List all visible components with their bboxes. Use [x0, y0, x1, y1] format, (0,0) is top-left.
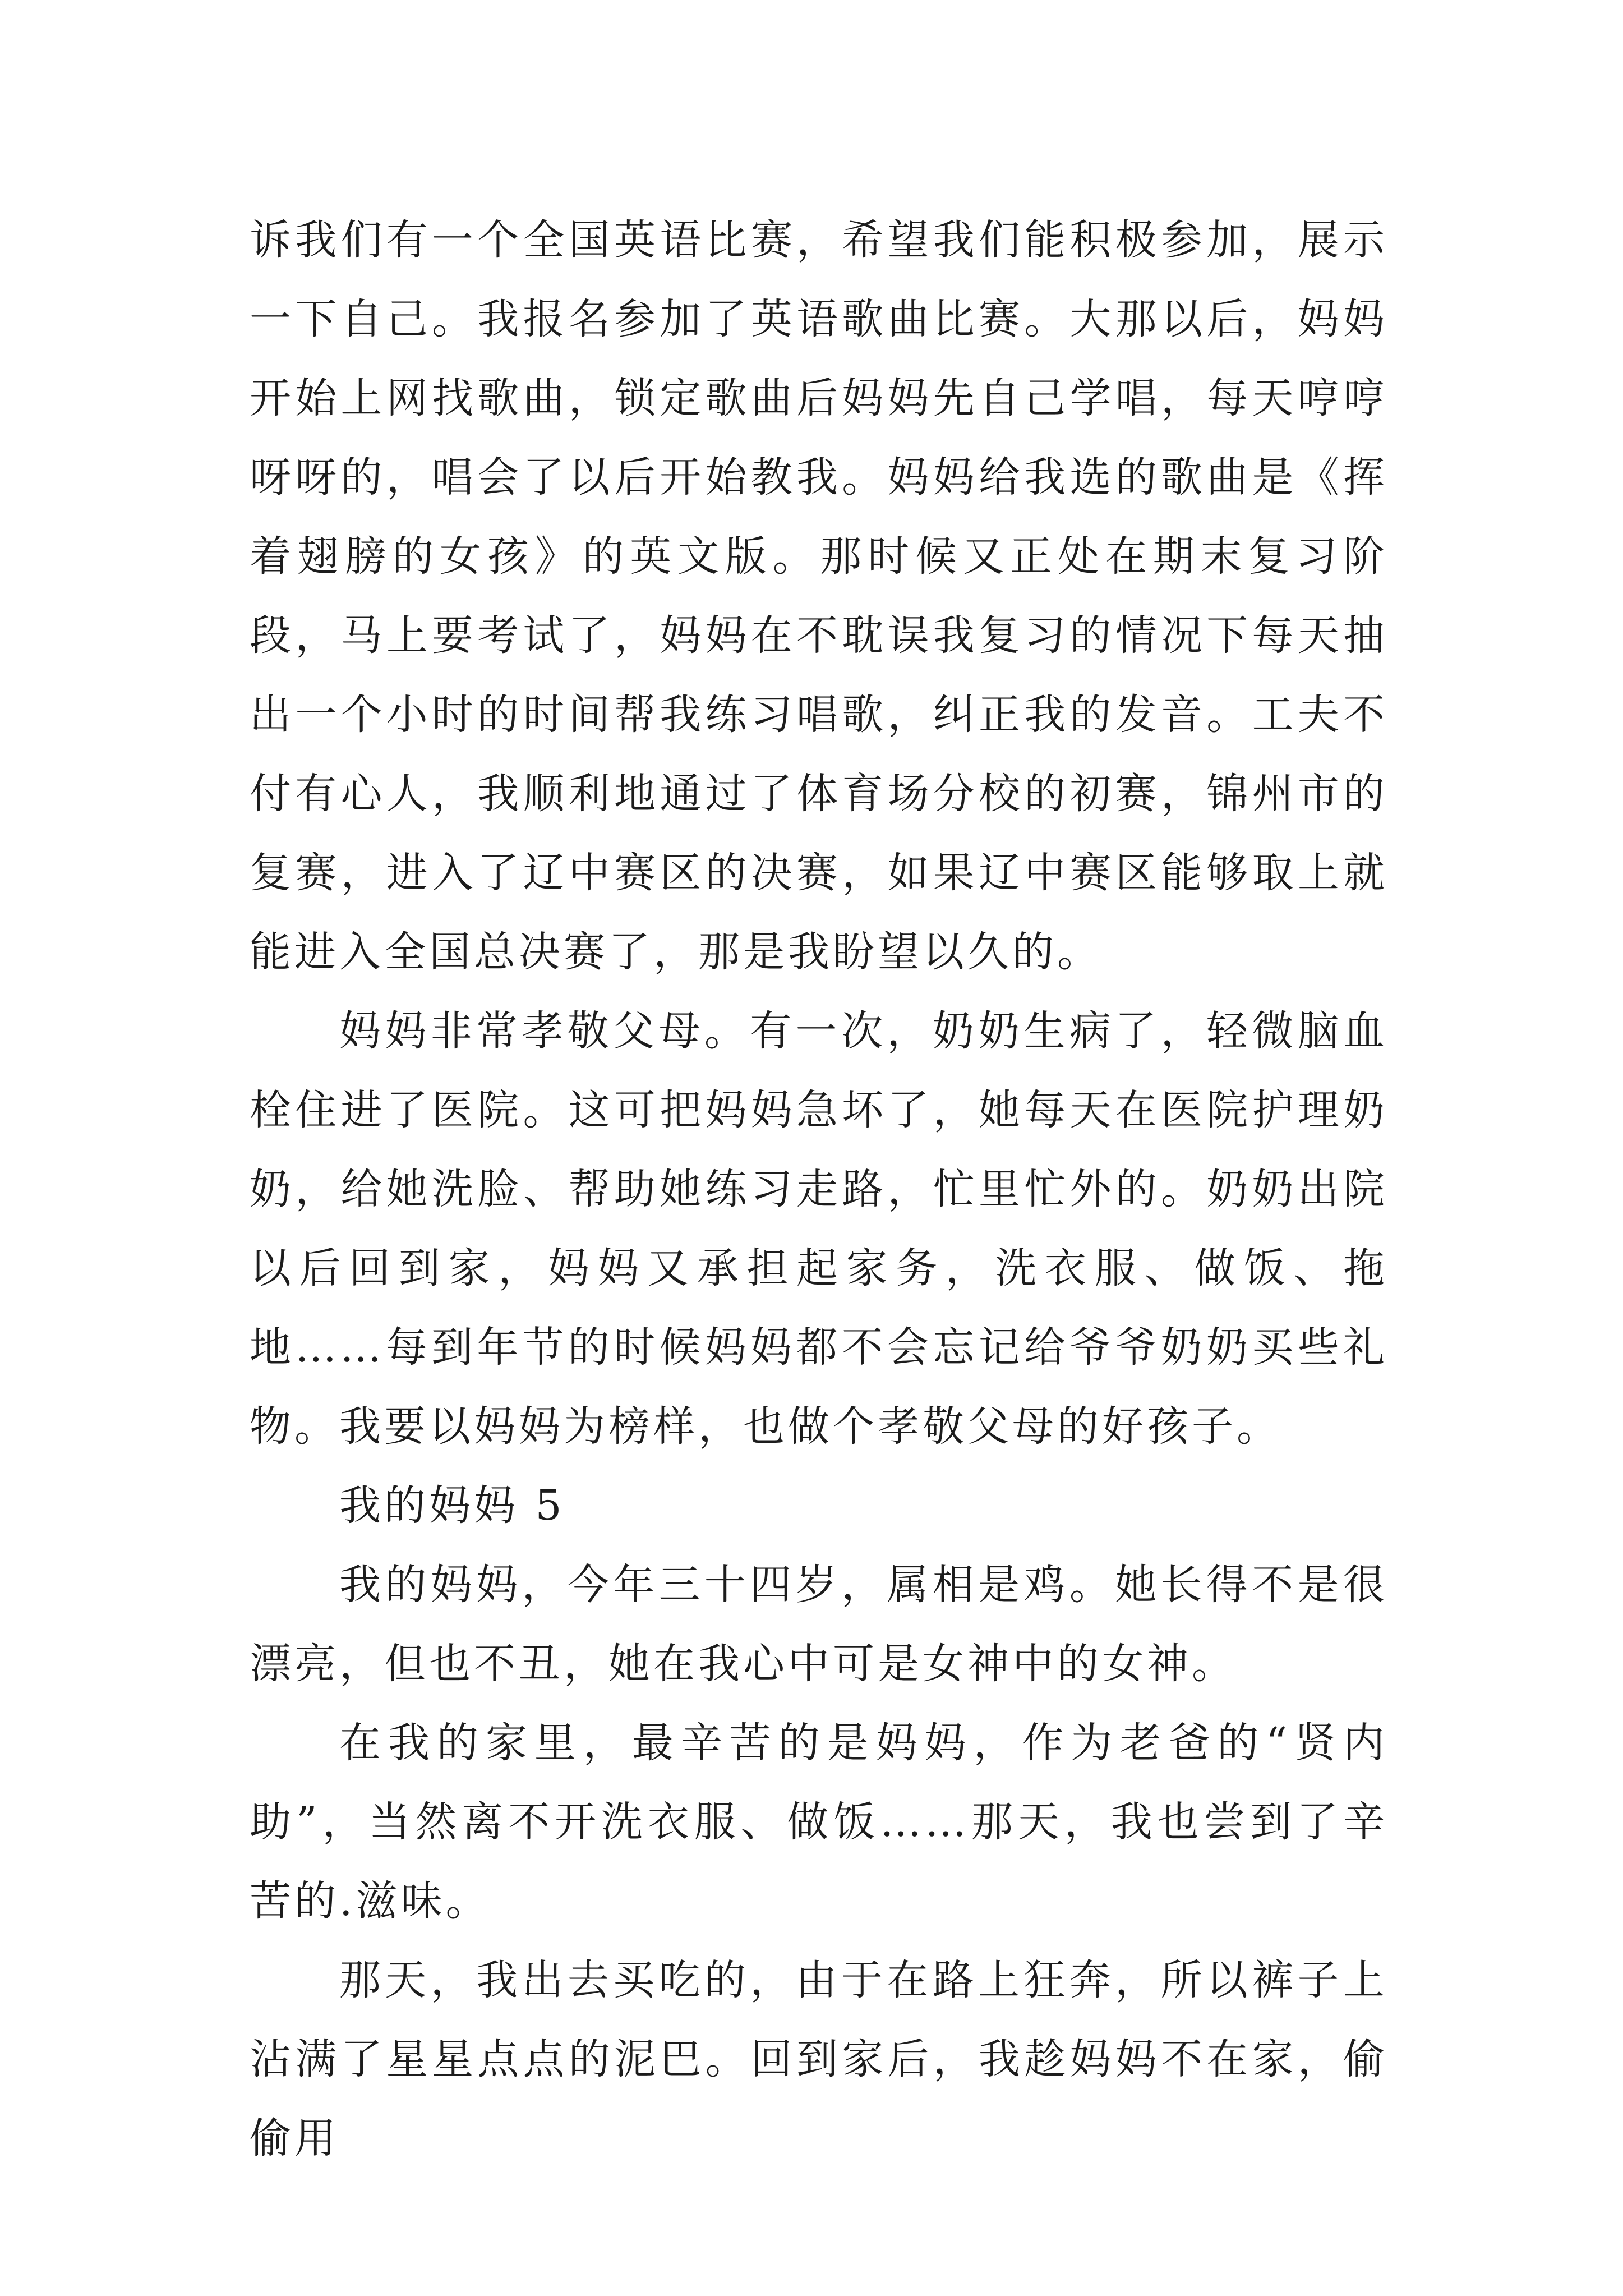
paragraph-4: 在我的家里，最辛苦的是妈妈，作为老爸的“贤内助”，当然离不开洗衣服、做饭……那天，我也尝到了辛苦的.滋味。: [250, 1719, 1388, 1925]
section-heading: 我的妈妈 5: [339, 1481, 565, 1530]
paragraph-5: 那天，我出去买吃的，由于在路上狂奔，所以裤子上沾满了星星点点的泥巴。回到家后，我趁妈妈不在家，偷偷用: [250, 1956, 1388, 2162]
paragraph-3: 我的妈妈，今年三十四岁，属相是鸡。她长得不是很漂亮，但也不丑，她在我心中可是女神中的女神。: [250, 1561, 1388, 1688]
paragraph-1: 诉我们有一个全国英语比赛，希望我们能积极参加，展示一下自己。我报名参加了英语歌曲比赛。大那以后，妈妈开始上网找歌曲，锁定歌曲后妈妈先自己学唱，每天哼哼呀呀的，唱会了以后开始教我。妈妈给我选的歌曲是《挥着翅膀的女孩》的英文版。那时候又正处在期末复习阶段，马上要考试了，妈妈在不耽误我复习的情况下每天抽出一个小时的时间帮我练习唱歌，纠正我的发音。工夫不付有心人，我顺利地通过了体育场分校的初赛，锦州市的复赛，进入了辽中赛区的决赛，如果辽中赛区能够取上就能进入全国总决赛了，那是我盼望以久的。: [250, 216, 1388, 976]
document-body: [250, 201, 1388, 2178]
paragraph-2: 妈妈非常孝敬父母。有一次，奶奶生病了，轻微脑血栓住进了医院。这可把妈妈急坏了，她每天在医院护理奶奶，给她洗脸、帮助她练习走路，忙里忙外的。奶奶出院以后回到家，妈妈又承担起家务，洗衣服、做饭、拖地……每到年节的时候妈妈都不会忘记给爷爷奶奶买些礼物。我要以妈妈为榜样，也做个孝敬父母的好孩子。: [250, 1007, 1388, 1451]
